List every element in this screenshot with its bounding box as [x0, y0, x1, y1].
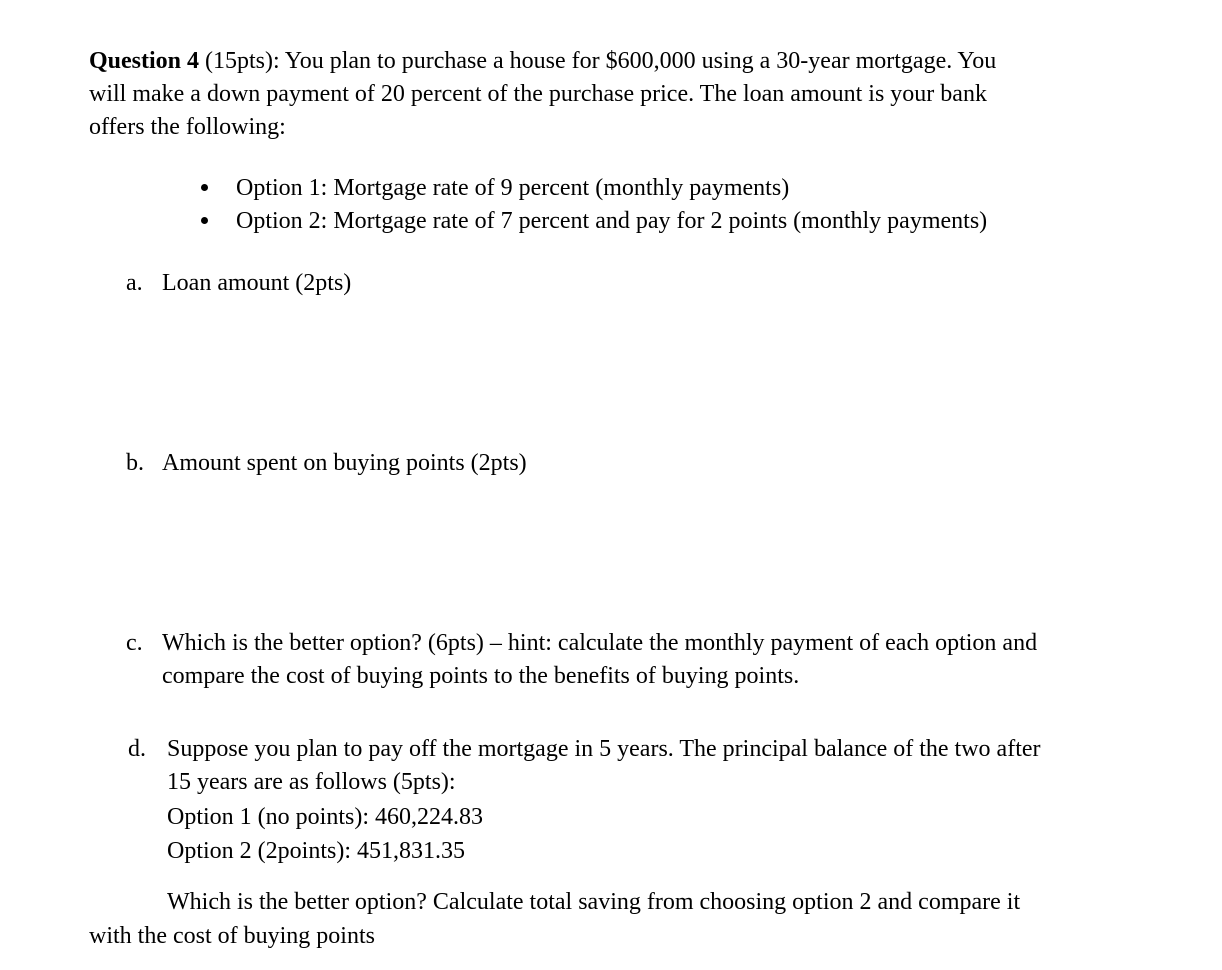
part-d-option-2-balance: Option 2 (2points): 451,831.35 — [167, 838, 465, 864]
part-a-marker: a. — [126, 270, 143, 296]
part-d-line-1: Suppose you plan to pay off the mortgage in 5 years. The principal balance of the two after — [167, 736, 1041, 762]
part-a-text: Loan amount (2pts) — [162, 270, 352, 296]
part-d-marker: d. — [128, 736, 146, 762]
part-d-line-5: Which is the better option? Calculate total saving from choosing option 2 and compare it — [167, 889, 1021, 915]
part-b-text: Amount spent on buying points (2pts) — [162, 450, 527, 476]
part-c-marker: c. — [126, 630, 143, 656]
bullet-icon — [201, 217, 208, 224]
option-1: Option 1: Mortgage rate of 9 percent (monthly payments) — [236, 175, 790, 201]
question-line-1 — [89, 45, 996, 78]
part-b-marker: b. — [126, 450, 144, 476]
question-line-2: will make a down payment of 20 percent of the purchase price. The loan amount is your bank — [89, 81, 987, 107]
part-d-option-1-balance: Option 1 (no points): 460,224.83 — [167, 804, 483, 830]
question-line-3: offers the following: — [89, 114, 286, 140]
part-d-line-2: 15 years are as follows (5pts): — [167, 769, 456, 795]
part-c-line-1: Which is the better option? (6pts) – hint: calculate the monthly payment of each option and — [162, 630, 1038, 656]
question-points: (15pts): — [205, 48, 280, 74]
part-d-line-6: with the cost of buying points — [89, 923, 375, 949]
bullet-icon — [201, 184, 208, 191]
question-text-1: You plan to purchase a house for $600,000 using a 30-year mortgage. You — [284, 48, 997, 74]
question-label: Question 4 — [89, 48, 200, 74]
part-c-line-2: compare the cost of buying points to the benefits of buying points. — [162, 663, 800, 689]
option-2: Option 2: Mortgage rate of 7 percent and pay for 2 points (monthly payments) — [236, 208, 988, 234]
